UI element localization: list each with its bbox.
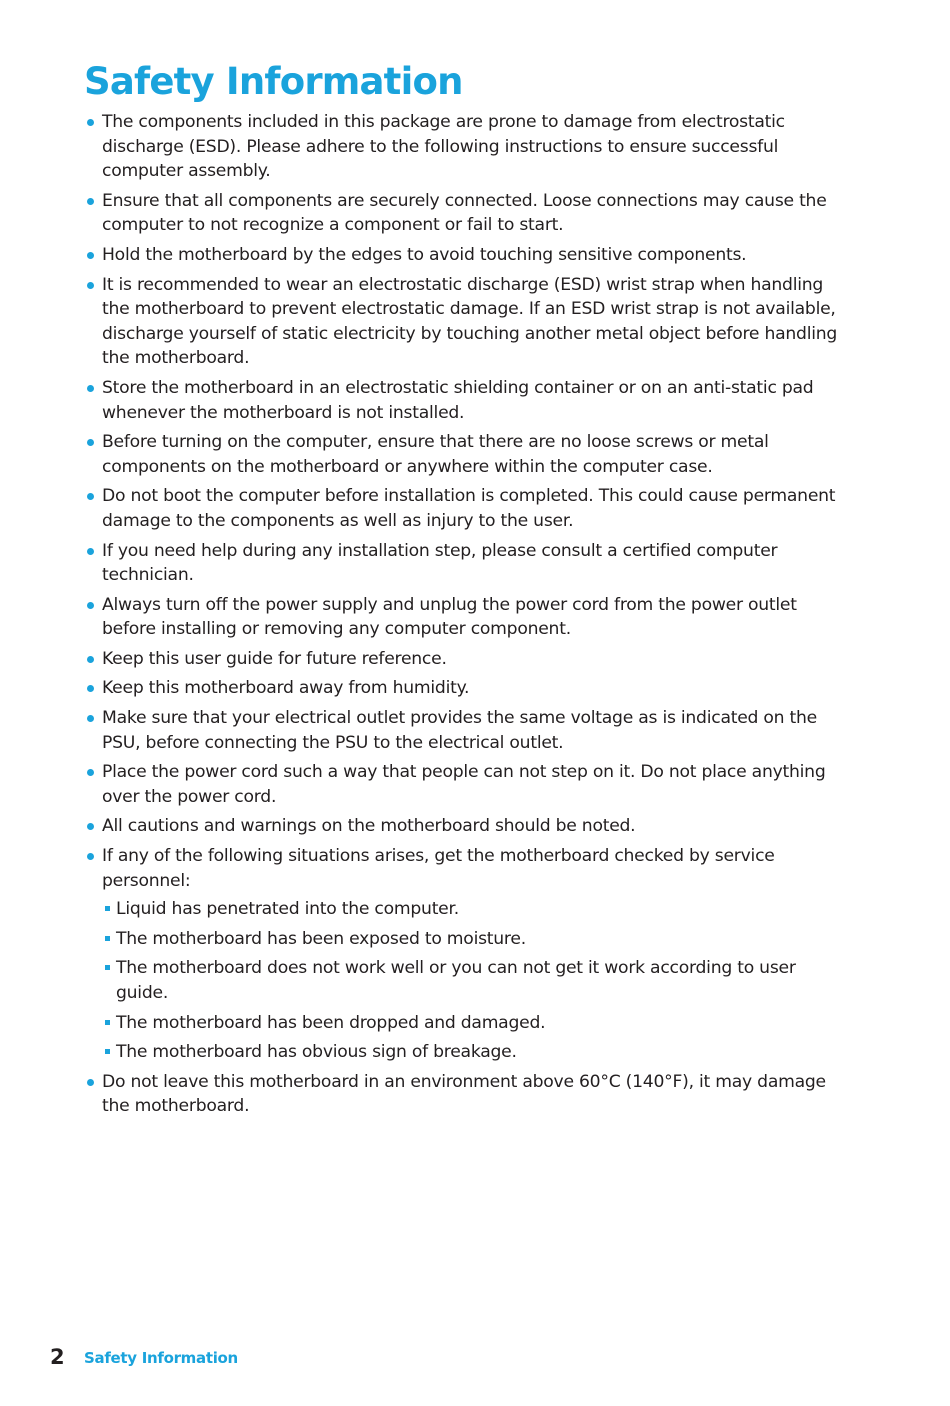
bullet-icon — [87, 769, 94, 776]
sub-list-item-text: The motherboard has obvious sign of breakage. — [116, 1042, 517, 1063]
sub-list — [102, 897, 849, 1065]
list-item — [84, 593, 849, 642]
square-bullet-icon — [105, 906, 110, 911]
bullet-icon — [87, 602, 94, 609]
list-item — [84, 243, 849, 268]
sub-list-item — [102, 1040, 849, 1065]
bullet-icon — [87, 715, 94, 722]
square-bullet-icon — [105, 1049, 110, 1054]
list-item-text: Before turning on the computer, ensure that there are no loose screws or metal components on the motherboard or anywhere within the computer case. — [102, 432, 769, 477]
list-item-text: Hold the motherboard by the edges to avoid touching sensitive components. — [102, 244, 747, 265]
square-bullet-icon — [105, 1020, 110, 1025]
bullet-icon — [87, 493, 94, 500]
list-item-text: Do not boot the computer before installation is completed. This could cause permanent damage to the components as well as injury to the user. — [102, 486, 836, 531]
bullet-icon — [87, 656, 94, 663]
footer-section-title: Safety Information — [84, 1349, 238, 1367]
bullet-icon — [87, 252, 94, 259]
list-item-text: Make sure that your electrical outlet provides the same voltage as is indicated on the PSU, before connecting the PSU to the electrical outlet. — [102, 708, 817, 753]
sub-list-item — [102, 897, 849, 922]
sub-list-item — [102, 956, 849, 1005]
list-item-text: Keep this user guide for future reference. — [102, 648, 447, 669]
list-item-text: It is recommended to wear an electrostatic discharge (ESD) wrist strap when handling the motherboard to prevent electrostatic damage. If an ESD wrist strap is not available, discharge yourself of static electricity by touching another metal object before handling the motherboard. — [102, 274, 838, 369]
page-number: 2 — [50, 1345, 65, 1369]
bullet-icon — [87, 1079, 94, 1086]
list-item-text: Always turn off the power supply and unplug the power cord from the power outlet before installing or removing any computer component. — [102, 594, 797, 640]
square-bullet-icon — [105, 965, 110, 970]
list-item-text: All cautions and warnings on the motherboard should be noted. — [102, 816, 636, 837]
bullet-icon — [87, 198, 94, 205]
bullet-icon — [87, 853, 94, 860]
sub-list-item — [102, 927, 849, 952]
list-item — [84, 273, 849, 371]
bullet-icon — [87, 385, 94, 392]
list-item — [84, 760, 849, 809]
list-item — [84, 376, 849, 425]
safety-list — [84, 110, 849, 1124]
bullet-icon — [87, 119, 94, 126]
list-item — [84, 430, 849, 479]
bullet-icon — [87, 685, 94, 692]
list-item — [84, 539, 849, 588]
list-item — [84, 1070, 849, 1119]
sub-list-item-text: The motherboard has been exposed to moisture. — [116, 928, 526, 949]
list-item-text: Ensure that all components are securely connected. Loose connections may cause the computer to not recognize a component or fail to start. — [102, 190, 827, 236]
sub-list-item-text: The motherboard does not work well or you can not get it work according to user guide. — [116, 958, 796, 1003]
bullet-icon — [87, 823, 94, 830]
sub-list-item — [102, 1011, 849, 1036]
list-item — [84, 844, 849, 1065]
list-item-text: Do not leave this motherboard in an environment above 60°C (140°F), it may damage the motherboard. — [102, 1071, 826, 1117]
square-bullet-icon — [105, 936, 110, 941]
bullet-icon — [87, 548, 94, 555]
page-title: Safety Information — [84, 60, 463, 103]
list-item-text: If any of the following situations arises, get the motherboard checked by service personnel: — [102, 846, 775, 891]
list-item-text: Place the power cord such a way that people can not step on it. Do not place anything over the power cord. — [102, 762, 826, 807]
list-item-text: The components included in this package are prone to damage from electrostatic discharge (ESD). Please adhere to the following instructions to ensure successful computer assembly. — [102, 112, 785, 182]
list-item — [84, 814, 849, 839]
list-item-text: If you need help during any installation step, please consult a certified computer technician. — [102, 540, 778, 586]
list-item — [84, 484, 849, 533]
list-item — [84, 189, 849, 238]
list-item — [84, 706, 849, 755]
list-item-text: Store the motherboard in an electrostatic shielding container or on an anti-static pad whenever the motherboard is not installed. — [102, 377, 814, 423]
bullet-icon — [87, 282, 94, 289]
list-item-text: Keep this motherboard away from humidity. — [102, 678, 470, 699]
sub-list-item-text: The motherboard has been dropped and damaged. — [116, 1012, 546, 1033]
list-item — [84, 110, 849, 184]
sub-list-item-text: Liquid has penetrated into the computer. — [116, 899, 459, 920]
list-item — [84, 676, 849, 701]
bullet-icon — [87, 439, 94, 446]
list-item — [84, 647, 849, 672]
